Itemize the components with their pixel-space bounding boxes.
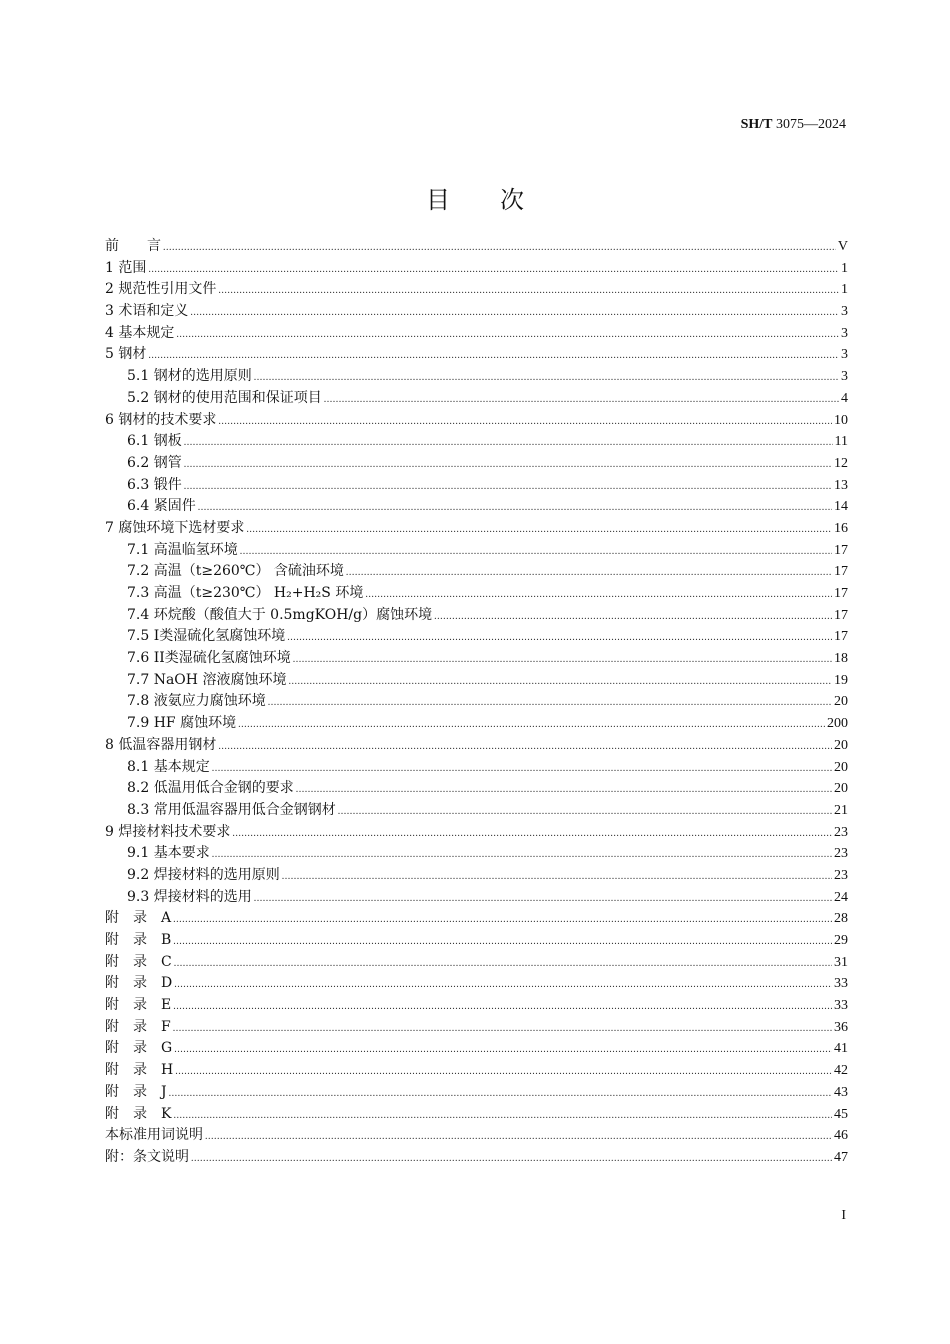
toc-leader-dots: [173, 1023, 832, 1034]
toc-entry[interactable]: [105, 972, 848, 994]
toc-entry-label: 9 焊接材料技术要求: [105, 823, 231, 840]
toc-entry[interactable]: [105, 278, 848, 300]
toc-entry-page: 1: [841, 260, 848, 276]
toc-entry-page: 17: [834, 629, 848, 645]
toc-entry-label: 附 录 F: [105, 1018, 171, 1035]
standard-prefix: SH/T: [740, 117, 773, 132]
toc-entry-label: 前 言: [105, 238, 161, 254]
toc-entry-page: 23: [834, 867, 848, 883]
toc-entry-page: 17: [834, 542, 848, 558]
toc-entry[interactable]: [105, 235, 848, 257]
toc-entry[interactable]: [105, 409, 848, 431]
toc-entry-page: 24: [834, 889, 848, 905]
table-of-contents: [105, 235, 848, 1168]
toc-entry[interactable]: [105, 560, 848, 582]
toc-entry-page: 3: [841, 369, 848, 385]
toc-leader-dots: [246, 524, 832, 535]
toc-entry-page: 45: [834, 1106, 848, 1122]
toc-entry-page: 3: [841, 347, 848, 363]
toc-entry[interactable]: [105, 517, 848, 539]
toc-leader-dots: [338, 806, 832, 817]
toc-leader-dots: [287, 632, 832, 643]
toc-entry-page: 43: [834, 1084, 848, 1100]
toc-entry-label: 2 规范性引用文件: [105, 281, 217, 298]
toc-entry-label: 6.4 紧固件: [127, 498, 196, 515]
toc-entry[interactable]: [105, 474, 848, 496]
toc-entry-page: 14: [834, 499, 848, 515]
toc-entry-label: 7.8 液氨应力腐蚀环境: [127, 693, 266, 710]
toc-entry-page: 18: [834, 651, 848, 667]
toc-entry-page: 4: [841, 390, 848, 406]
toc-entry-label: 6 钢材的技术要求: [105, 411, 217, 428]
toc-leader-dots: [163, 242, 836, 253]
toc-leader-dots: [268, 697, 832, 708]
toc-entry-label: 9.3 焊接材料的选用: [127, 888, 252, 905]
toc-entry-label: 9.1 基本要求: [127, 845, 210, 862]
toc-entry-page: 12: [834, 455, 848, 471]
toc-entry[interactable]: [105, 647, 848, 669]
toc-entry-label: 8.3 常用低温容器用低合金钢钢材: [127, 801, 336, 818]
toc-entry-page: 20: [834, 781, 848, 797]
toc-entry-page: 3: [841, 325, 848, 341]
toc-entry-label: 8.2 低温用低合金钢的要求: [127, 780, 294, 797]
toc-entry-page: 23: [834, 846, 848, 862]
toc-leader-dots: [173, 936, 832, 947]
toc-entry-label: 5.2 钢材的使用范围和保证项目: [127, 389, 322, 406]
toc-entry-page: 46: [834, 1128, 848, 1144]
toc-entry[interactable]: [105, 300, 848, 322]
toc-leader-dots: [148, 350, 839, 361]
toc-entry-label: 7.9 HF 腐蚀环境: [127, 715, 237, 732]
toc-entry-page: 20: [834, 759, 848, 775]
toc-entry[interactable]: [105, 864, 848, 886]
toc-entry[interactable]: [105, 929, 848, 951]
toc-entry-label: 附：条文说明: [105, 1148, 189, 1165]
toc-entry[interactable]: [105, 821, 848, 843]
toc-entry-label: 3 术语和定义: [105, 303, 189, 320]
toc-entry-page: 17: [834, 586, 848, 601]
toc-entry[interactable]: [105, 322, 848, 344]
toc-entry[interactable]: [105, 734, 848, 756]
toc-leader-dots: [240, 546, 832, 557]
toc-leader-dots: [282, 871, 832, 882]
toc-entry-label: 6.3 锻件: [127, 476, 182, 493]
toc-entry[interactable]: [105, 799, 848, 821]
toc-entry[interactable]: [105, 257, 848, 279]
toc-leader-dots: [173, 1110, 832, 1121]
toc-entry[interactable]: [105, 1124, 848, 1146]
toc-leader-dots: [176, 329, 839, 340]
toc-entry[interactable]: [105, 539, 848, 561]
toc-leader-dots: [232, 828, 832, 839]
toc-leader-dots: [173, 914, 832, 925]
toc-leader-dots: [212, 849, 832, 860]
toc-entry-label: 7.2 高温（t≥260℃） 含硫油环境: [127, 563, 344, 580]
toc-entry[interactable]: [105, 452, 848, 474]
toc-leader-dots: [254, 893, 832, 904]
toc-entry-label: 7.5 I类湿硫化氢腐蚀环境: [127, 628, 286, 645]
toc-leader-dots: [184, 459, 832, 470]
toc-entry-label: 附 录 B: [105, 932, 172, 948]
toc-entry-page: 17: [834, 564, 848, 580]
toc-entry-label: 附 录 G: [105, 1040, 173, 1057]
toc-entry[interactable]: [105, 777, 848, 799]
toc-entry-page: 3: [841, 304, 848, 320]
toc-entry-page: 13: [834, 477, 848, 493]
toc-entry[interactable]: [105, 1146, 848, 1168]
toc-entry-label: 7.3 高温（t≥230℃） H₂+H₂S 环境: [127, 585, 364, 601]
toc-leader-dots: [212, 763, 832, 774]
toc-entry[interactable]: [105, 756, 848, 778]
toc-entry[interactable]: [105, 365, 848, 387]
toc-entry-page: 11: [834, 434, 848, 450]
toc-entry[interactable]: [105, 669, 848, 691]
toc-entry-page: 16: [834, 520, 848, 536]
toc-entry-label: 9.2 焊接材料的选用原则: [127, 866, 280, 883]
toc-entry-label: 7.6 II类湿硫化氢腐蚀环境: [127, 650, 291, 667]
toc-leader-dots: [238, 719, 825, 730]
toc-entry-label: 7.4 环烷酸（酸值大于 0.5mgKOH/g）腐蚀环境: [127, 606, 433, 623]
toc-entry-label: 5.1 钢材的选用原则: [127, 368, 252, 385]
toc-entry[interactable]: [105, 387, 848, 409]
toc-entry-page: 20: [834, 694, 848, 710]
toc-entry-label: 8.1 基本规定: [127, 758, 210, 775]
toc-leader-dots: [190, 307, 839, 318]
standard-number: 3075—2024: [776, 117, 846, 132]
toc-entry-page: 47: [834, 1149, 848, 1165]
toc-entry-page: 42: [834, 1063, 848, 1079]
toc-entry-page: 1: [841, 282, 848, 298]
toc-entry[interactable]: [105, 994, 848, 1016]
toc-leader-dots: [365, 589, 832, 600]
toc-entry-label: 6.1 钢板: [127, 433, 182, 450]
toc-entry[interactable]: [105, 712, 848, 734]
toc-entry[interactable]: [105, 951, 848, 973]
toc-entry[interactable]: [105, 1103, 848, 1125]
toc-entry-label: 附 录 C: [105, 953, 172, 970]
toc-entry-label: 4 基本规定: [105, 324, 175, 341]
toc-leader-dots: [434, 611, 832, 622]
standard-code: [741, 117, 846, 133]
toc-entry-label: 附 录 K: [105, 1105, 172, 1122]
toc-entry[interactable]: [105, 1037, 848, 1059]
toc-entry[interactable]: [105, 604, 848, 626]
toc-entry-page: 10: [834, 412, 848, 428]
toc-leader-dots: [346, 567, 832, 578]
toc-entry-page: 33: [834, 976, 848, 992]
toc-entry[interactable]: [105, 690, 848, 712]
toc-leader-dots: [148, 264, 839, 275]
toc-leader-dots: [218, 741, 832, 752]
toc-entry-label: 7.7 NaOH 溶液腐蚀环境: [127, 671, 287, 688]
toc-entry-page: 23: [834, 824, 848, 840]
toc-entry-page: 41: [834, 1041, 848, 1057]
toc-entry[interactable]: [105, 907, 848, 929]
toc-entry[interactable]: [105, 842, 848, 864]
toc-leader-dots: [175, 1066, 832, 1077]
toc-leader-dots: [174, 958, 832, 969]
toc-leader-dots: [191, 1153, 832, 1164]
toc-entry-page: 21: [834, 802, 848, 818]
toc-leader-dots: [254, 372, 839, 383]
toc-entry-page: 20: [834, 737, 848, 753]
toc-entry-label: 8 低温容器用钢材: [105, 736, 217, 753]
toc-entry-label: 本标准用词说明: [105, 1127, 203, 1144]
toc-entry[interactable]: [105, 1059, 848, 1081]
toc-entry-label: 5 钢材: [105, 346, 147, 363]
toc-leader-dots: [324, 394, 839, 405]
toc-entry[interactable]: [105, 430, 848, 452]
toc-entry[interactable]: [105, 1081, 848, 1103]
page-number: I: [841, 1208, 846, 1223]
toc-entry-page: 29: [834, 933, 848, 948]
toc-leader-dots: [218, 416, 832, 427]
toc-leader-dots: [169, 1088, 832, 1099]
toc-leader-dots: [184, 481, 832, 492]
toc-leader-dots: [296, 784, 832, 795]
toc-leader-dots: [174, 979, 832, 990]
toc-entry-page: 19: [834, 672, 848, 688]
toc-leader-dots: [205, 1131, 832, 1142]
toc-entry-label: 附 录 H: [105, 1062, 174, 1079]
toc-entry-label: 附 录 E: [105, 997, 172, 1014]
toc-entry[interactable]: [105, 1016, 848, 1038]
toc-entry-page: 17: [834, 607, 848, 623]
toc-entry-label: 附 录 A: [105, 910, 172, 927]
toc-leader-dots: [288, 676, 832, 687]
toc-entry-label: 1 范围: [105, 259, 147, 276]
toc-leader-dots: [184, 437, 833, 448]
toc-entry-label: 附 录 J: [105, 1083, 167, 1100]
toc-entry[interactable]: [105, 625, 848, 647]
toc-leader-dots: [173, 1001, 832, 1012]
toc-entry-page: 28: [834, 911, 848, 927]
toc-entry-page: 36: [834, 1019, 848, 1035]
toc-leader-dots: [293, 654, 832, 665]
toc-leader-dots: [218, 285, 839, 296]
toc-entry-page: 200: [827, 716, 848, 732]
toc-entry[interactable]: [105, 495, 848, 517]
toc-leader-dots: [174, 1044, 832, 1055]
toc-entry-page: V: [837, 239, 848, 254]
page-title: 目次: [426, 186, 574, 214]
toc-entry-label: 7.1 高温临氢环境: [127, 541, 238, 558]
toc-entry[interactable]: [105, 343, 848, 365]
toc-entry[interactable]: [105, 886, 848, 908]
toc-entry-page: 31: [834, 954, 848, 970]
toc-entry[interactable]: [105, 582, 848, 604]
toc-leader-dots: [198, 502, 832, 513]
toc-entry-label: 7 腐蚀环境下选材要求: [105, 519, 245, 536]
toc-entry-page: 33: [834, 998, 848, 1014]
toc-entry-label: 6.2 钢管: [127, 454, 182, 471]
toc-entry-label: 附 录 D: [105, 975, 173, 992]
